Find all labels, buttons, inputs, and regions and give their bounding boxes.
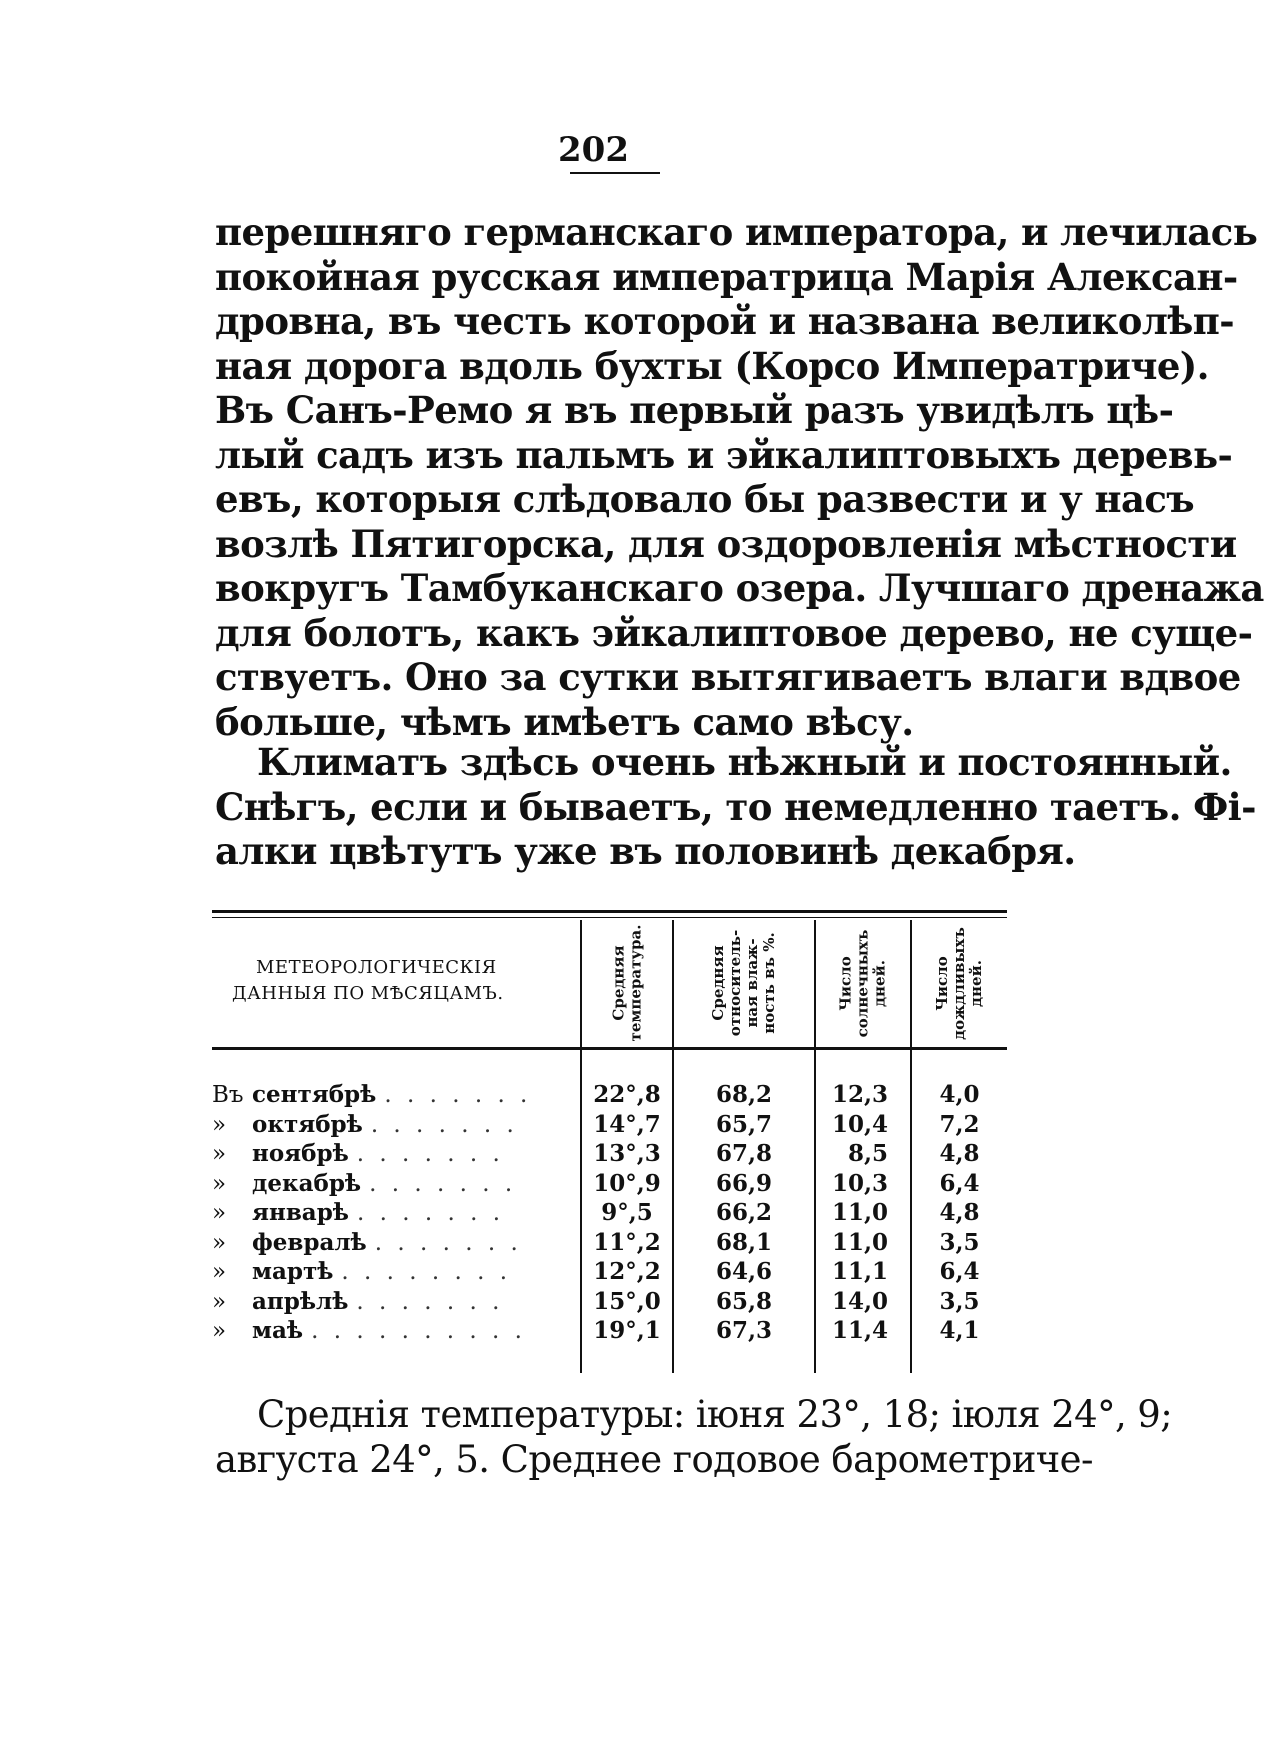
month-name: январѣ: [252, 1199, 349, 1226]
row-prefix: »: [212, 1170, 227, 1197]
sunny-cell: 8,5: [847, 1140, 888, 1167]
leader-dots: . . . . . . . . . .: [311, 1318, 526, 1344]
rainy-cell: 7,2: [939, 1110, 980, 1138]
humidity-cell: 66,2: [715, 1199, 773, 1226]
col-header-line: солнечныхъ: [853, 929, 872, 1037]
leader-dots: . . . . . . .: [374, 1229, 522, 1256]
month-name: ноябрѣ: [252, 1140, 349, 1167]
row-prefix: »: [212, 1259, 227, 1285]
text-line: ная дорога вдоль бухты (Корсо Императриче).: [215, 343, 1209, 388]
row-prefix: »: [212, 1229, 227, 1256]
month-name: октябрѣ: [252, 1110, 363, 1138]
col-header-line: температура.: [626, 924, 644, 1042]
humidity-cell: 67,3: [715, 1317, 773, 1344]
temp-cell: 19°,1: [593, 1317, 661, 1344]
month-label: [212, 1316, 572, 1346]
text-line: евъ, которыя слѣдовало бы развести и у насъ: [215, 477, 1195, 521]
row-prefix: »: [212, 1141, 227, 1167]
table-row: [212, 1080, 1007, 1110]
sunny-cell: 11,1: [831, 1258, 888, 1285]
col-header-line: Средняя: [609, 945, 627, 1021]
table-row: [212, 1257, 1007, 1287]
text-line: перешняго германскаго императора, и лечилась: [215, 210, 1258, 254]
col-header-temperature: [582, 922, 672, 1044]
rainy-cell: 3,5: [939, 1287, 980, 1315]
table-top-rule: [212, 910, 1007, 913]
table-top-rule-thin: [212, 917, 1007, 918]
humidity-cell: 65,8: [715, 1287, 773, 1315]
meteorological-table: [212, 910, 1007, 1370]
text-line: Въ Санъ-Ремо я въ первый разъ увидѣлъ цѣ-: [215, 388, 1174, 432]
paragraph-2: [215, 740, 1256, 874]
table-row: [212, 1228, 1007, 1258]
table-row: [212, 1139, 1007, 1169]
temp-cell: 14°,7: [593, 1110, 661, 1138]
leader-dots: . . . . . . .: [356, 1288, 504, 1315]
rainy-cell: 4,0: [939, 1081, 980, 1108]
text-line: вокругъ Тамбуканскаго озера. Лучшаго дренажа: [215, 566, 1264, 610]
humidity-cell: 68,1: [715, 1228, 773, 1256]
col-header-sunny-days: [816, 922, 910, 1044]
month-name: маѣ: [252, 1317, 304, 1344]
month-label: [212, 1169, 572, 1199]
month-name: декабрѣ: [252, 1169, 362, 1197]
table-row: [212, 1316, 1007, 1346]
month-name: мартѣ: [252, 1258, 334, 1285]
sunny-cell: 12,3: [831, 1081, 888, 1108]
temp-cell: 9°,5: [601, 1199, 653, 1226]
leader-dots: . . . . . . .: [369, 1170, 517, 1197]
table-row: [212, 1198, 1007, 1228]
row-prefix: »: [212, 1200, 227, 1226]
row-prefix: »: [212, 1111, 227, 1138]
text-line: покойная русская императрица Марія Алексан-: [215, 254, 1238, 299]
table-header-rule: [212, 1047, 1007, 1050]
text-line: ствуетъ. Оно за сутки вытягиваетъ влаги вдвое: [215, 655, 1241, 699]
header-line: МЕТЕОРОЛОГИЧЕСКІЯ: [256, 957, 497, 978]
month-name: апрѣлѣ: [252, 1287, 349, 1315]
header-line: ДАННЫЯ ПО МѢСЯЦАМЪ.: [232, 983, 504, 1004]
leader-dots: . . . . . . .: [370, 1111, 518, 1138]
sunny-cell: 11,0: [831, 1228, 888, 1256]
month-name: февралѣ: [252, 1228, 367, 1256]
leader-dots: . . . . . . .: [356, 1141, 504, 1167]
row-prefix: Въ: [212, 1082, 244, 1108]
humidity-cell: 67,8: [715, 1140, 773, 1167]
humidity-cell: 65,7: [715, 1110, 773, 1138]
humidity-cell: 64,6: [715, 1258, 773, 1285]
paragraph-1: [215, 210, 1264, 744]
text-line: больше, чѣмъ имѣетъ само вѣсу.: [215, 699, 914, 744]
rainy-cell: 6,4: [939, 1258, 980, 1285]
text-line: августа 24°, 5. Среднее годовое барометриче-: [215, 1437, 1093, 1481]
rainy-cell: 4,8: [939, 1199, 980, 1226]
page-number: 202: [558, 130, 629, 170]
rainy-cell: 3,5: [939, 1228, 980, 1256]
row-prefix: »: [212, 1318, 227, 1344]
page-number-rule: [570, 172, 660, 174]
text-line: лый садъ изъ пальмъ и эйкалиптовыхъ деревь-: [215, 432, 1233, 477]
rainy-cell: 4,1: [939, 1317, 980, 1344]
rainy-cell: 4,8: [939, 1140, 980, 1167]
humidity-cell: 68,2: [715, 1081, 773, 1108]
month-label: [212, 1257, 572, 1287]
sunny-cell: 14,0: [831, 1287, 888, 1315]
col-header-line: дождливыхъ: [950, 926, 969, 1040]
temp-cell: 15°,0: [593, 1287, 661, 1315]
month-name: сентябрѣ: [252, 1081, 377, 1108]
leader-dots: . . . . . . .: [356, 1200, 505, 1226]
col-header-line: Число: [933, 955, 952, 1011]
sunny-cell: 11,0: [831, 1199, 888, 1226]
month-label: [212, 1110, 572, 1140]
temp-cell: 12°,2: [593, 1258, 661, 1285]
text-line: Климатъ здѣсь очень нѣжный и постоянный.: [257, 740, 1232, 784]
col-header-line: дней.: [870, 959, 889, 1007]
table-body: [212, 1080, 1007, 1346]
temp-cell: 22°,8: [593, 1081, 661, 1108]
text-line: возлѣ Пятигорска, для оздоровленія мѣстности: [215, 521, 1237, 566]
col-header-line: ность въ %.: [760, 932, 778, 1034]
temp-cell: 10°,9: [593, 1169, 661, 1197]
text-line: алки цвѣтутъ уже въ половинѣ декабря.: [215, 829, 1076, 873]
humidity-cell: 66,9: [715, 1169, 773, 1197]
month-label: [212, 1287, 572, 1317]
text-line: для болотъ, какъ эйкалиптовое дерево, не суще-: [215, 610, 1253, 655]
table-row: [212, 1169, 1007, 1199]
leader-dots: . . . . . . . .: [341, 1259, 512, 1285]
col-header-line: Число: [836, 955, 855, 1011]
table-row: [212, 1110, 1007, 1140]
col-header-line: дней.: [967, 959, 986, 1007]
month-label: [212, 1139, 572, 1169]
text-line: Снѣгъ, если и бываетъ, то немедленно таетъ. Фі-: [215, 784, 1256, 829]
paragraph-3: [215, 1393, 1173, 1482]
temp-cell: 11°,2: [593, 1228, 661, 1256]
table-header-title: [232, 955, 562, 1007]
col-header-rainy-days: [912, 922, 1007, 1044]
sunny-cell: 10,3: [831, 1169, 888, 1197]
text-line: Среднія температуры: іюня 23°, 18; іюля 24°, 9;: [257, 1393, 1173, 1436]
col-header-humidity: [674, 922, 814, 1044]
temp-cell: 13°,3: [593, 1140, 661, 1167]
leader-dots: . . . . . . .: [384, 1082, 532, 1108]
month-label: [212, 1198, 572, 1228]
col-header-line: относитель-: [726, 929, 744, 1037]
col-header-line: ная влаж-: [743, 938, 761, 1028]
month-label: [212, 1228, 572, 1258]
row-prefix: »: [212, 1288, 227, 1315]
sunny-cell: 10,4: [831, 1110, 888, 1138]
text-line: дровна, въ честь которой и названа великолѣп-: [215, 299, 1234, 343]
rainy-cell: 6,4: [939, 1169, 980, 1197]
month-label: [212, 1080, 572, 1110]
sunny-cell: 11,4: [831, 1317, 888, 1344]
col-header-line: Средняя: [709, 945, 727, 1021]
table-row: [212, 1287, 1007, 1317]
